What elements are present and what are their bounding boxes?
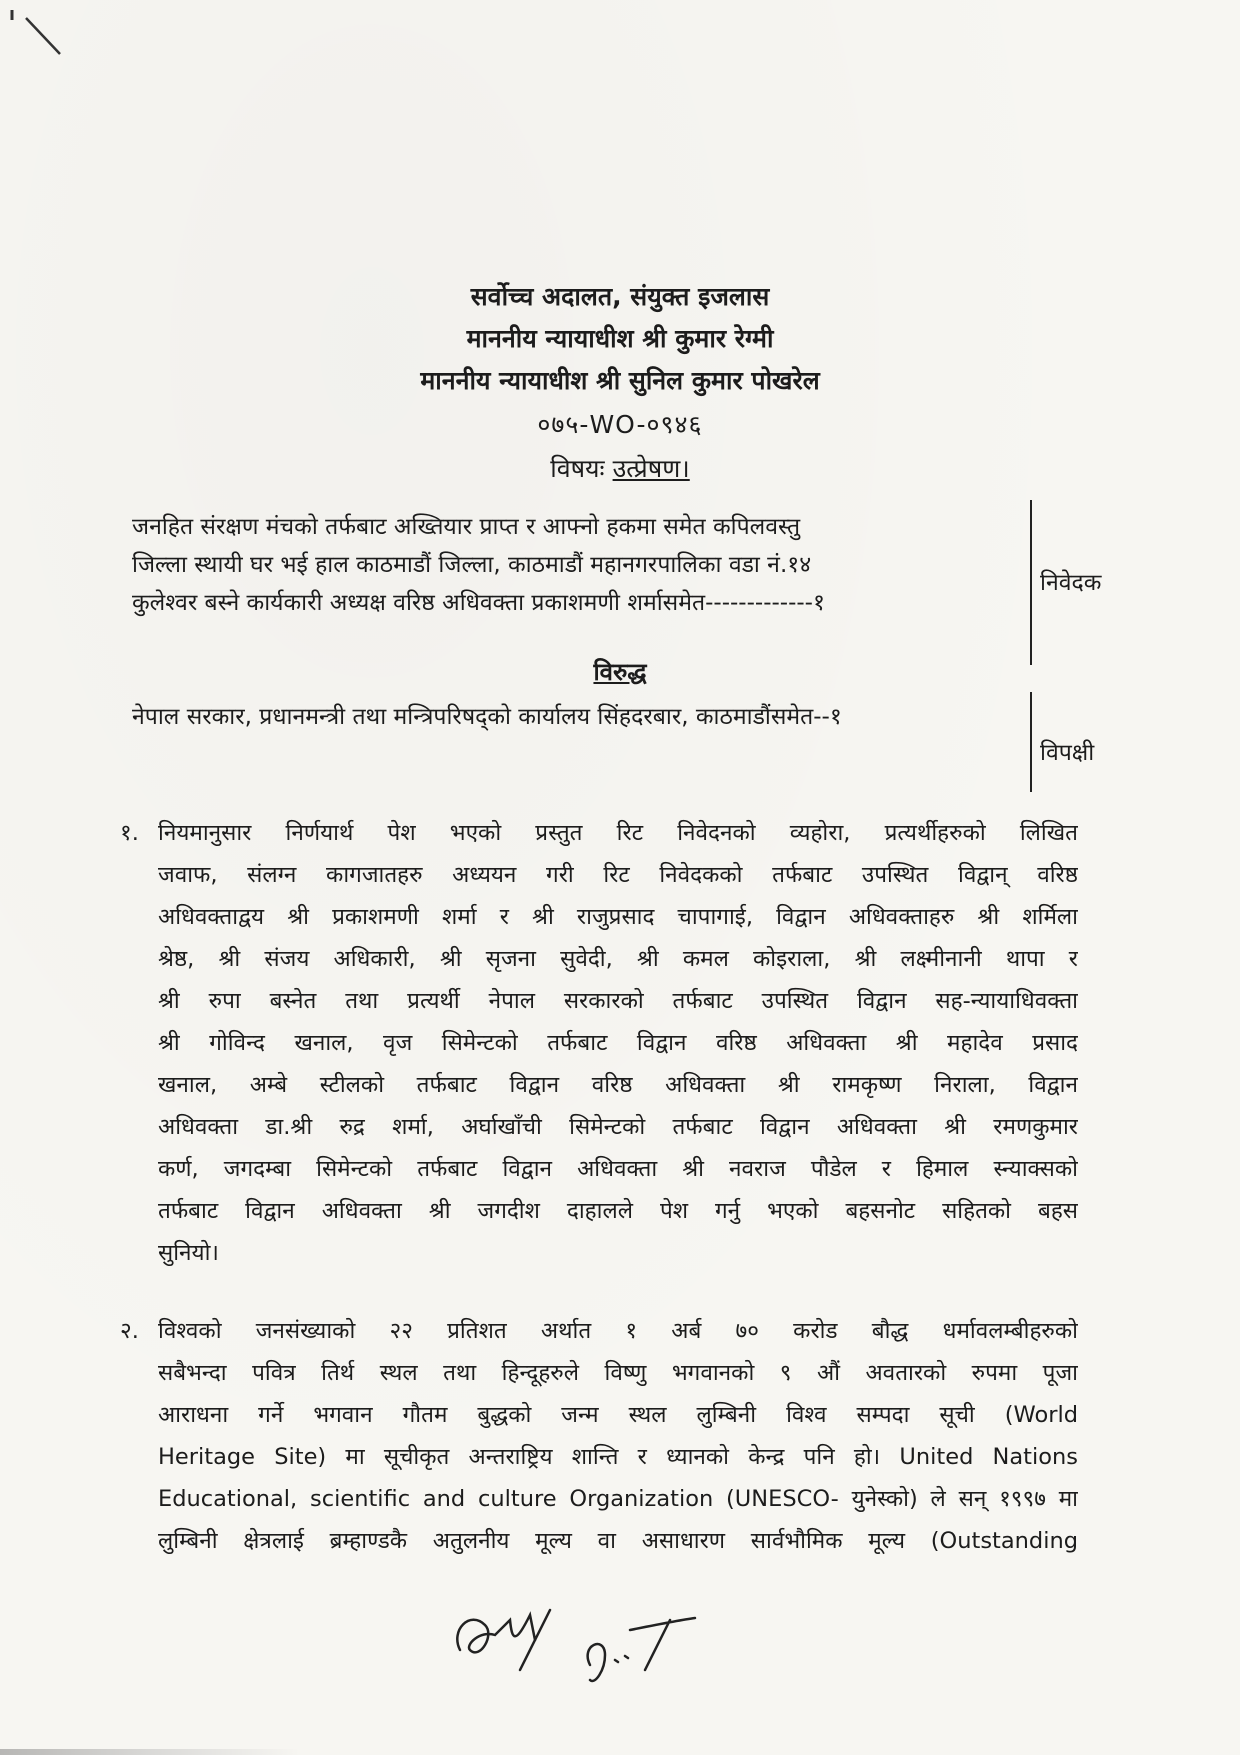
paragraph-line: श्रेष्ठ, श्री संजय अधिकारी, श्री सृजना सुवेदी, श्री कमल कोइराला, श्री लक्ष्मीनानी थापा र <box>158 946 1078 972</box>
paragraph-number: २. <box>120 1318 139 1344</box>
paragraph-line: सबैभन्दा पवित्र तिर्थ स्थल तथा हिन्दूहरुले विष्णु भगवानको ९ औं अवतारको रुपमा पूजा <box>158 1360 1078 1386</box>
paragraph-line: तर्फबाट विद्वान अधिवक्ता श्री जगदीश दाहालले पेश गर्नु भएको बहसनोट सहितको बहस <box>158 1198 1078 1224</box>
paragraph-line: विश्वको जनसंख्याको २२ प्रतिशत अर्थात १ अर्ब ७० करोड बौद्ध धर्मावलम्बीहरुको <box>158 1318 1078 1344</box>
paragraph-line: जवाफ, संलग्न कागजातहरु अध्ययन गरी रिट निवेदकको तर्फबाट उपस्थित विद्वान् वरिष्ठ <box>158 862 1078 888</box>
paragraph-line: Heritage Site) मा सूचीकृत अन्तराष्ट्रिय शान्ति र ध्यानको केन्द्र पनि हो। United Nations <box>158 1444 1078 1470</box>
paragraph-line: कर्ण, जगदम्बा सिमेन्टको तर्फबाट विद्वान अधिवक्ता श्री नवराज पौडेल र हिमाल स्न्याक्सको <box>158 1156 1078 1182</box>
paragraph-line: सुनियो। <box>158 1240 219 1266</box>
paragraph-line: श्री रुपा बस्नेत तथा प्रत्यर्थी नेपाल सरकारको तर्फबाट उपस्थित विद्वान सह-न्यायाधिवक्ता <box>158 988 1078 1014</box>
respondent-block <box>132 698 1032 736</box>
versus-heading: विरुद्ध <box>593 658 647 686</box>
subject-label: विषयः <box>550 454 605 483</box>
paragraph-line: लुम्बिनी क्षेत्रलाई ब्रम्हाण्डकै अतुलनीय मूल्य वा असाधारण सार्वभौमिक मूल्य (Outstanding <box>158 1528 1078 1554</box>
paragraph-1 <box>120 812 1078 1274</box>
signature-1 <box>457 1610 550 1670</box>
paragraph-line: नियमानुसार निर्णयार्थ पेश भएको प्रस्तुत रिट निवेदनको व्यहोरा, प्रत्यर्थीहरुको लिखित <box>158 820 1078 846</box>
respondent-divider <box>1030 692 1032 792</box>
court-title: सर्वोच्च अदालत, संयुक्त इजलास <box>470 282 770 311</box>
paragraph-2 <box>120 1310 1078 1562</box>
handwritten-signatures <box>440 1590 740 1710</box>
respondent-role: विपक्षी <box>1040 740 1095 766</box>
petitioner-line: जिल्ला स्थायी घर भई हाल काठमाडौं जिल्ला, काठमाडौं महानगरपालिका वडा नं.१४ <box>132 552 812 578</box>
petitioner-block <box>132 508 1032 622</box>
scan-edge-shadow <box>0 1749 300 1755</box>
signature-2 <box>588 1618 695 1681</box>
paragraph-line: खनाल, अम्बे स्टीलको तर्फबाट विद्वान वरिष्ठ अधिवक्ता श्री रामकृष्ण निराला, विद्वान <box>158 1072 1078 1098</box>
subject-value: उत्प्रेषण। <box>612 454 690 483</box>
paragraph-line: श्री गोविन्द खनाल, वृज सिमेन्टको तर्फबाट विद्वान वरिष्ठ अधिवक्ता श्री महादेव प्रसाद <box>158 1030 1078 1056</box>
petitioner-role: निवेदक <box>1040 570 1102 596</box>
case-number: ०७५-WO-०९४६ <box>537 410 703 439</box>
subject-line <box>0 452 1240 486</box>
petitioner-line: कुलेश्वर बस्ने कार्यकारी अध्यक्ष वरिष्ठ अधिवक्ता प्रकाशमणी शर्मासमेत-------------१ <box>132 590 825 616</box>
paragraph-line: आराधना गर्ने भगवान गौतम बुद्धको जन्म स्थल लुम्बिनी विश्व सम्पदा सूची (World <box>158 1402 1078 1428</box>
justice-name-1: माननीय न्यायाधीश श्री कुमार रेग्मी <box>466 324 774 353</box>
petitioner-line: जनहित संरक्षण मंचको तर्फबाट अख्तियार प्राप्त र आफ्नो हकमा समेत कपिलवस्तु <box>132 514 801 540</box>
petitioner-divider <box>1030 500 1032 665</box>
paragraph-line: Educational, scientific and culture Organization (UNESCO- युनेस्को) ले सन् १९९७ मा <box>158 1486 1078 1512</box>
paragraph-line: अधिवक्ता डा.श्री रुद्र शर्मा, अर्घाखाँची सिमेन्टको तर्फबाट विद्वान अधिवक्ता श्री रमणकुमार <box>158 1114 1078 1140</box>
justice-name-2: माननीय न्यायाधीश श्री सुनिल कुमार पोखरेल <box>420 366 820 395</box>
paragraph-line: अधिवक्ताद्वय श्री प्रकाशमणी शर्मा र श्री राजुप्रसाद चापागाई, विद्वान अधिवक्ताहरु श्री शर्मिला <box>158 904 1078 930</box>
paragraph-number: १. <box>120 820 139 846</box>
respondent-line: नेपाल सरकार, प्रधानमन्त्री तथा मन्त्रिपरिषद्को कार्यालय सिंहदरबार, काठमाडौंसमेत--१ <box>132 704 842 730</box>
scan-corner-mark <box>8 4 68 64</box>
